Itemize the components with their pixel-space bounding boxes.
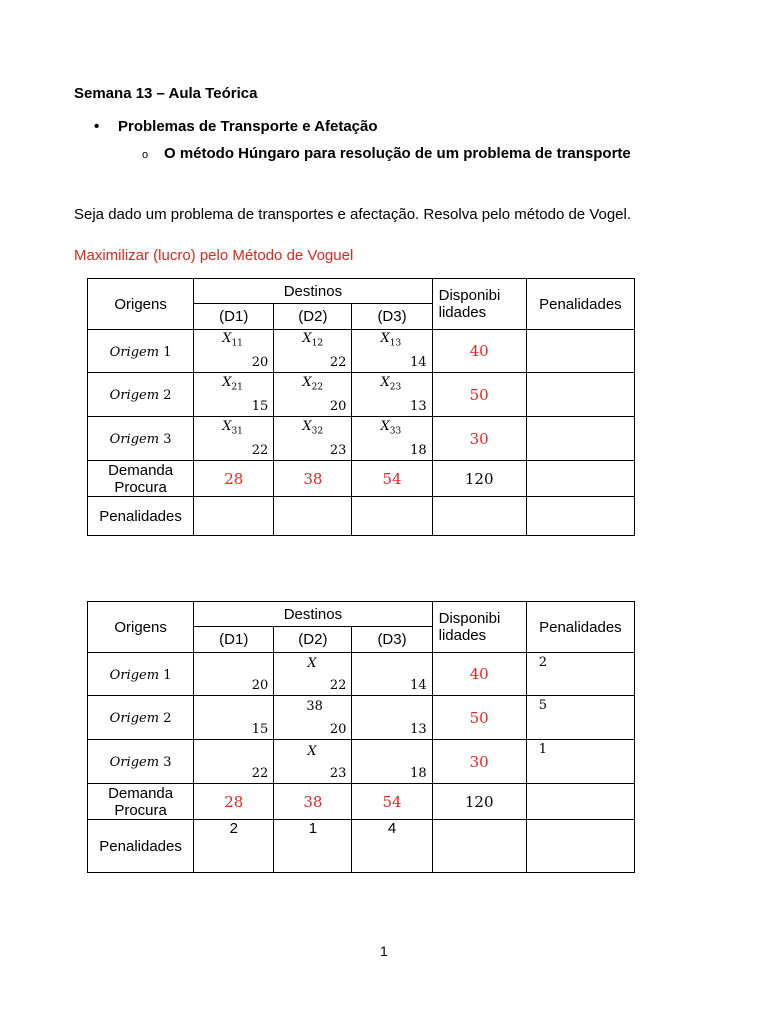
row-penalty-cell xyxy=(526,417,634,461)
variable-label: $X_{12}$ xyxy=(302,331,324,349)
supply-value: 50 xyxy=(432,373,526,417)
col-penalty-value: 1 xyxy=(274,820,352,873)
cost-value: 20 xyxy=(329,721,347,737)
origin-label: Origem 3 xyxy=(88,740,194,784)
d1-header: (D1) xyxy=(194,304,274,330)
cost-value: 14 xyxy=(410,678,427,693)
cost-value: 18 xyxy=(410,765,427,781)
cost-value: 15 xyxy=(251,398,269,414)
variable-label: $X_{31}$ xyxy=(222,418,243,437)
cost-value: 22 xyxy=(251,442,269,458)
penalidades-row-label: Penalidades xyxy=(88,820,194,873)
row-penalty-cell xyxy=(526,740,634,784)
supply-value: 40 xyxy=(432,653,526,696)
variable-label: $X_{32}$ xyxy=(302,418,324,437)
supply-value: 40 xyxy=(432,330,526,373)
origin-label: Origem 1 xyxy=(88,653,194,696)
row-penalty-cell xyxy=(526,653,634,696)
transport-table-1 xyxy=(87,278,635,536)
d2-header: (D2) xyxy=(274,627,352,653)
cost-value: 22 xyxy=(329,355,347,370)
table-row xyxy=(88,653,635,696)
demand-row xyxy=(88,784,635,820)
row-penalty-value: 2 xyxy=(538,655,548,670)
variable-label: $X_{33}$ xyxy=(380,418,402,437)
origin-label: Origem 3 xyxy=(88,417,194,461)
demand-value: 54 xyxy=(352,784,432,820)
table-row xyxy=(88,696,635,740)
penalidades-col-header: Penalidades xyxy=(526,279,634,330)
cost-value: 20 xyxy=(251,355,269,370)
table-row xyxy=(88,740,635,784)
cost-value: 13 xyxy=(410,721,427,737)
bullet-marker: o xyxy=(142,149,149,161)
origin-label: Origem 1 xyxy=(88,330,194,373)
penalty-row xyxy=(88,820,635,873)
demand-value: 38 xyxy=(274,784,352,820)
variable-label: $X_{23}$ xyxy=(380,374,402,393)
subtitle-red: Maximilizar (lucro) pelo Método de Voguel xyxy=(74,247,354,264)
d3-header: (D3) xyxy=(352,627,432,653)
eliminated-mark: X xyxy=(307,656,317,671)
allocation-value: 38 xyxy=(306,698,323,714)
bullet-2-text: O método Húngaro para resolução de um problema de transporte xyxy=(164,145,631,162)
d3-header: (D3) xyxy=(352,304,432,330)
demand-row xyxy=(88,461,635,497)
disponibilidades-header: Disponibi lidades xyxy=(432,279,526,330)
table-row xyxy=(88,417,635,461)
origens-header: Origens xyxy=(88,279,194,330)
page-title: Semana 13 – Aula Teórica xyxy=(74,85,258,102)
col-penalty-value: 4 xyxy=(352,820,432,873)
table-row xyxy=(88,330,635,373)
variable-label: $X_{21}$ xyxy=(222,374,243,393)
bullet-item-1 xyxy=(94,118,378,135)
page-number: 1 xyxy=(380,943,388,959)
row-penalty-cell xyxy=(526,330,634,373)
cost-value: 15 xyxy=(251,721,269,737)
variable-label: $X_{22}$ xyxy=(302,374,324,393)
penalidades-row-label: Penalidades xyxy=(88,497,194,536)
cost-value: 20 xyxy=(329,398,347,414)
total-value: 120 xyxy=(432,461,526,497)
cost-value: 23 xyxy=(329,765,347,781)
col-penalty-value: 2 xyxy=(194,820,274,873)
cost-value: 20 xyxy=(251,678,269,693)
variable-label: $X_{11}$ xyxy=(222,331,243,349)
transport-table-2 xyxy=(87,601,635,873)
origin-label: Origem 2 xyxy=(88,696,194,740)
cost-value: 18 xyxy=(410,442,427,458)
d2-header: (D2) xyxy=(274,304,352,330)
destinos-header: Destinos xyxy=(194,602,432,627)
demand-value: 28 xyxy=(194,461,274,497)
demand-value: 54 xyxy=(352,461,432,497)
supply-value: 50 xyxy=(432,696,526,740)
origin-label: Origem 2 xyxy=(88,373,194,417)
demand-value: 28 xyxy=(194,784,274,820)
origens-header: Origens xyxy=(88,602,194,653)
intro-paragraph: Seja dado um problema de transportes e afectação. Resolva pelo método de Vogel. xyxy=(74,206,632,223)
row-penalty-cell xyxy=(526,696,634,740)
bullet-1-text: Problemas de Transporte e Afetação xyxy=(118,118,378,135)
disponibilidades-header: Disponibi lidades xyxy=(432,602,526,653)
eliminated-mark: X xyxy=(307,743,317,759)
cost-value: 13 xyxy=(410,398,427,414)
cost-value: 23 xyxy=(329,442,347,458)
cost-value: 22 xyxy=(251,765,269,781)
bullet-dot-icon: • xyxy=(94,118,100,135)
row-penalty-value: 1 xyxy=(538,742,548,757)
table-row xyxy=(88,373,635,417)
total-value: 120 xyxy=(432,784,526,820)
penalty-row xyxy=(88,497,635,536)
variable-label: $X_{13}$ xyxy=(380,331,402,349)
cost-value: 22 xyxy=(329,678,347,693)
row-penalty-value: 5 xyxy=(538,698,548,713)
supply-value: 30 xyxy=(432,417,526,461)
bullet-item-2 xyxy=(142,145,631,162)
penalidades-col-header: Penalidades xyxy=(526,602,634,653)
destinos-header: Destinos xyxy=(194,279,432,304)
cost-value: 14 xyxy=(410,355,427,370)
demanda-label: Demanda Procura xyxy=(88,461,194,497)
demand-value: 38 xyxy=(274,461,352,497)
supply-value: 30 xyxy=(432,740,526,784)
demanda-label: Demanda Procura xyxy=(88,784,194,820)
row-penalty-cell xyxy=(526,373,634,417)
d1-header: (D1) xyxy=(194,627,274,653)
